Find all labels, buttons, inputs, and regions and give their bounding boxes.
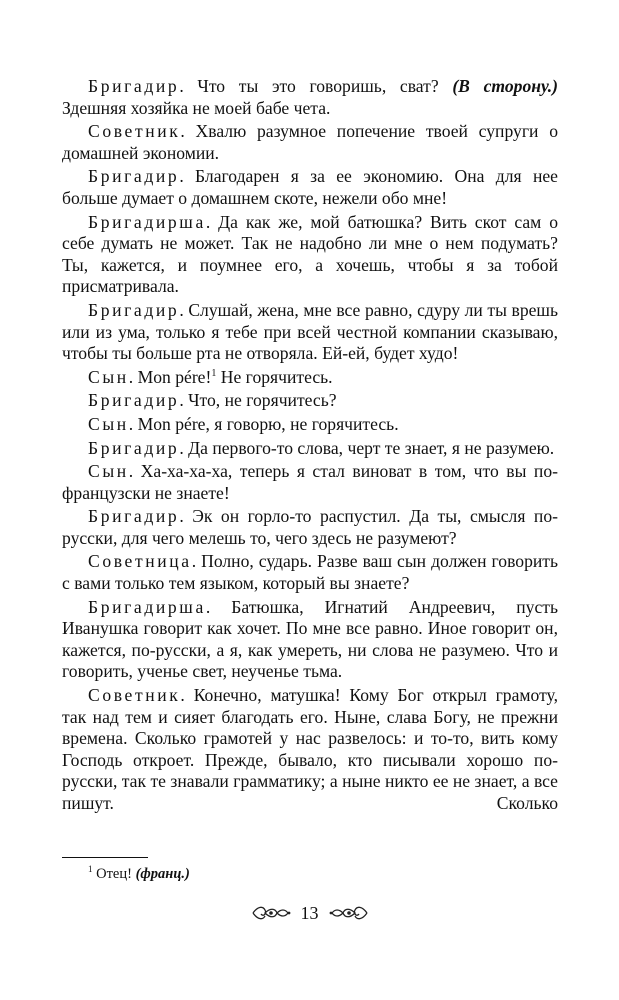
line-text: Хвалю разумное попечение твоей супруги о домашней экономии. <box>62 121 558 163</box>
speaker-name: Сын <box>88 413 129 434</box>
footnote-mark: 1 <box>88 864 93 875</box>
line-text: Полно, сударь. Разве ваш сын должен говорить с вами только тем языком, который вы знаете? <box>62 551 558 594</box>
speaker-name: Бригадир <box>88 299 180 320</box>
line-text: Ха-ха-ха-ха, теперь я стал виноват в том, что вы по-французски не знаете! <box>62 461 558 503</box>
dialogue-line: Сын. Mon pére!$^1$ Не горячитесь. <box>88 366 333 387</box>
line-text: Благодарен я за ее экономию. Она для нее больше думает о домашнем скоте, нежели обо мне! <box>62 166 558 208</box>
speaker-name: Бригадир <box>88 166 180 187</box>
line-text-continued: Здешняя хозяйка не моей бабе чета. <box>62 97 331 118</box>
line-text: Mon pére! <box>133 366 212 387</box>
line-text: Да первого-то слова, черт те знает, я не разумею. <box>183 437 555 458</box>
ornament-left-icon <box>250 903 292 923</box>
dialogue-line: Бригадир. Что, не горячитесь? <box>88 390 337 411</box>
dialogue-line: Сын. Mon pére, я говорю, не горячитесь. <box>88 413 399 434</box>
dialogue-line: Сын. Ха-ха-ха-ха, теперь я стал виноват в том, что вы по-французски не знаете! <box>62 461 558 503</box>
dialogue-line: Советник. Хвалю разумное попечение твоей супруги о домашней экономии. <box>62 121 558 163</box>
footnote-text: Отец! <box>92 866 136 882</box>
speaker-name: Бригадир <box>88 390 180 411</box>
line-text: Батюшка, Игнатий Андреевич, пусть Иванушка говорит как хочет. По мне все равно. Иное говорит он, кажется, по-русски, а я, как умереть, ни слова не разумею. Что и говорить, ученье свет, неученье тьма. <box>62 596 558 682</box>
speaker-name: Бригадирша <box>88 211 206 232</box>
speaker-name: Сын <box>88 461 129 482</box>
ornament-right-icon <box>328 903 370 923</box>
speaker-name: Сын <box>88 366 129 387</box>
dialogue-line: Бригадир. Благодарен я за ее экономию. Она для нее больше думает о домашнем скоте, нежели обо мне! <box>62 166 558 208</box>
line-text: Конечно, матушка! Кому Бог открыл грамоту, так над тем и сияет благодать его. Ныне, слава Богу, не прежни времена. Сколько грамотей у нас развелось: и то-то, вить кому Господь откроет. Прежде, бывало, кто писывали хорошо по-русски, так те знавали грамматику; а ныне никто ее не знает, а все пишут. Сколько <box>62 685 558 813</box>
dialogue-line: Бригадирша. Да как же, мой батюшка? Вить скот сам о себе думать не может. Так не надобно ли мне о нем подумать? Ты, кажется, и поумнее его, а хочешь, чтобы я за тобой присматривала. <box>62 211 558 297</box>
footnote-language: (франц.) <box>135 866 190 882</box>
line-text: Да как же, мой батюшка? Вить скот сам о себе думать не может. Так не надобно ли мне о нем подумать? Ты, кажется, и поумнее его, а хочешь, чтобы я за тобой присматривала. <box>62 211 558 297</box>
line-text: Слушай, жена, мне все равно, сдуру ли ты врешь или из ума, только я тебе при всей честной компании сказываю, чтобы ты больше рта не отворяла. Ей-ей, будет худо! <box>62 299 558 364</box>
speaker-name: Бригадир <box>88 437 180 458</box>
footnote-marker: 1 <box>211 367 217 379</box>
dialogue-line: Бригадир. Что ты это говоришь, сват? (В сторону.) Здешняя хозяйка не моей бабе чета. <box>62 76 558 118</box>
speaker-name: Советник <box>88 121 181 142</box>
dialogue-line: Бригадир. Да первого-то слова, черт те знает, я не разумею. <box>88 437 555 458</box>
footnote-rule <box>62 857 148 858</box>
page-body <box>62 76 558 815</box>
page-footer <box>0 898 619 928</box>
dialogue-line: Бригадир. Слушай, жена, мне все равно, сдуру ли ты врешь или из ума, только я тебе при всей честной компании сказываю, чтобы ты больше рта не отворяла. Ей-ей, будет худо! <box>62 299 558 364</box>
dialogue-line: Бригадир. Эк он горло-то распустил. Да ты, смысля по-русски, для чего мелешь то, чего здесь не разумеют? <box>62 506 558 548</box>
stage-direction: (В сторону.) <box>452 76 558 96</box>
line-text: Что, не горячитесь? <box>183 390 337 411</box>
dialogue-line: Советница. Полно, сударь. Разве ваш сын должен говорить с вами только тем языком, который вы знаете? <box>62 551 558 594</box>
dialogue-line: Бригадирша. Батюшка, Игнатий Андреевич, пусть Иванушка говорит как хочет. По мне все равно. Иное говорит он, кажется, по-русски, а я, как умереть, ни слова не разумею. Что и говорить, ученье свет, неученье тьма. <box>62 596 558 682</box>
page-number: 13 <box>300 902 319 923</box>
speaker-name: Бригадир <box>88 506 180 527</box>
footnote <box>88 866 190 883</box>
speaker-name: Бригадирша <box>88 596 206 617</box>
speaker-name: Советница <box>88 551 192 572</box>
line-text: Эк он горло-то распустил. Да ты, смысля по-русски, для чего мелешь то, чего здесь не разумеют? <box>62 506 558 548</box>
dialogue-line: Советник. Конечно, матушка! Кому Бог открыл грамоту, так над тем и сияет благодать его. Ныне, слава Богу, не прежни времена. Сколько грамотей у нас развелось: и то-то, вить кому Господь откроет. Прежде, бывало, кто писывали хорошо по-русски, так те знавали грамматику; а ныне никто ее не знает, а все пишут. Сколько <box>62 685 558 813</box>
line-text: Что ты это говоришь, сват? <box>183 76 453 96</box>
line-text: Mon pére, я говорю, не горячитесь. <box>133 413 399 434</box>
line-text-continued: Не горячитесь. <box>216 366 333 387</box>
speaker-name: Бригадир <box>88 76 180 96</box>
speaker-name: Советник <box>88 685 181 706</box>
